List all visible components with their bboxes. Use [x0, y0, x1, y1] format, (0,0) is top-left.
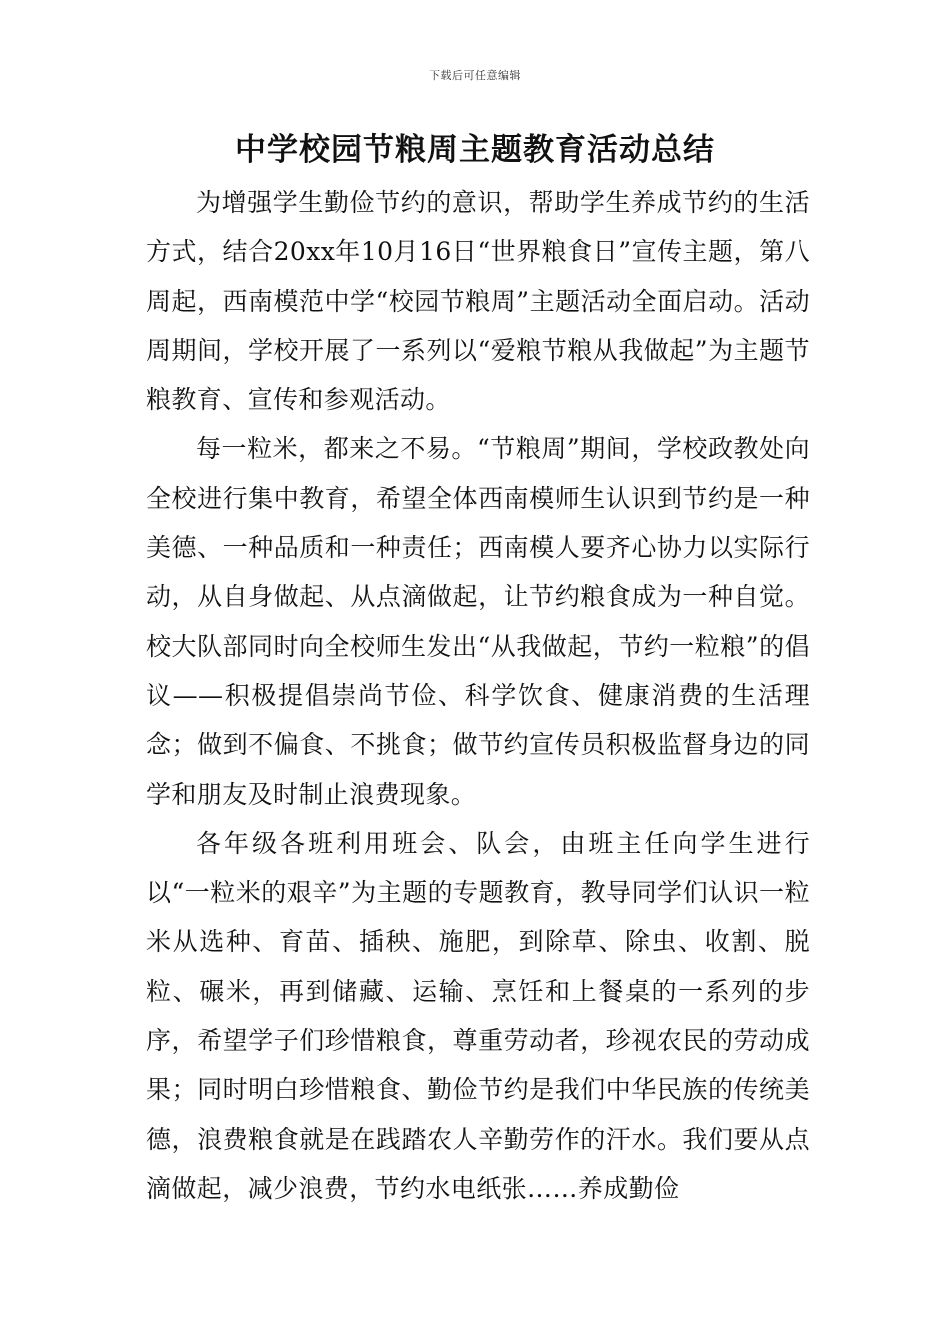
document-body [146, 178, 810, 1213]
paragraph-3: 各年级各班利用班会、队会，由班主任向学生进行以“一粒米的艰辛”为主题的专题教育，教导同学们认识一粒米从选种、育苗、插秧、施肥，到除草、除虫、收割、脱粒、碾米，再到储藏、运输、烹饪和上餐桌的一系列的步序，希望学子们珍惜粮食，尊重劳动者，珍视农民的劳动成果；同时明白珍惜粮食、勤俭节约是我们中华民族的传统美德，浪费粮食就是在践踏农人辛勤劳作的汗水。我们要从点滴做起，减少浪费，节约水电纸张……养成勤俭 [146, 828, 810, 1203]
document-title: 中学校园节粮周主题教育活动总结 [235, 132, 715, 168]
paragraph-1: 为增强学生勤俭节约的意识，帮助学生养成节约的生活方式，结合20xx年10月16日“世界粮食日”宣传主题，第八周起，西南模范中学“校园节粮周”主题活动全面启动。活动周期间，学校开展了一系列以“爱粮节粮从我做起”为主题节粮教育、宣传和参观活动。 [146, 188, 810, 415]
paragraph-2: 每一粒米，都来之不易。“节粮周”期间，学校政教处向全校进行集中教育，希望全体西南模师生认识到节约是一种美德、一种品质和一种责任；西南模人要齐心协力以实际行动，从自身做起、从点滴做起，让节约粮食成为一种自觉。校大队部同时向全校师生发出“从我做起，节约一粒粮”的倡议——积极提倡崇尚节俭、科学饮食、健康消费的生活理念；做到不偏食、不挑食；做节约宣传员积极监督身边的同学和朋友及时制止浪费现象。 [146, 434, 810, 809]
header-note: 下载后可任意编辑 [429, 69, 521, 82]
